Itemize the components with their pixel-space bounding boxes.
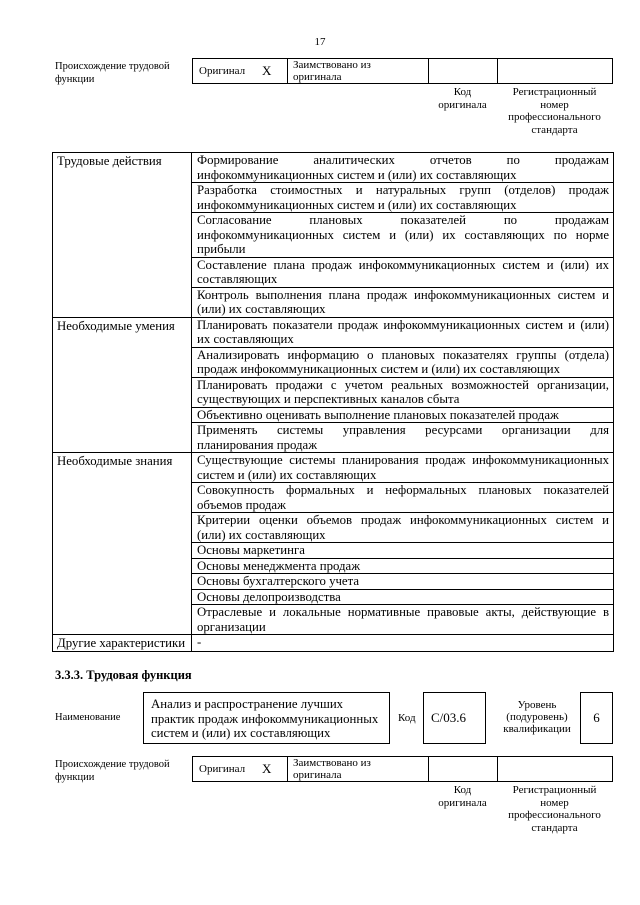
item-cell [192, 543, 614, 559]
item-line: Отраслевые и локальные нормативные правовые акты, действующие в [197, 605, 609, 619]
code-value: C/03.6 [431, 710, 467, 725]
item-line: Объективно оценивать выполнение плановых показателей продаж [197, 407, 559, 422]
table-row [53, 453, 614, 483]
item-cell [192, 377, 614, 407]
origin-row [192, 756, 613, 782]
name-label: Наименование [55, 712, 121, 723]
group-label: Трудовые действия [53, 153, 192, 318]
table-row [53, 635, 614, 652]
item-line: объемов продаж [197, 497, 286, 512]
item-cell [192, 257, 614, 287]
item-cell [192, 635, 614, 652]
qualification-level-label-text: Уровень (подуровень) квалификации [503, 699, 571, 735]
item-line: существующих и перспективных каналов сбыта [197, 392, 460, 406]
qualification-level-value: 6 [593, 710, 600, 725]
item-line: Критерии оценки объемов продаж инфокоммуникационных систем и [197, 513, 609, 527]
item-cell [192, 287, 614, 317]
group-label: Другие характеристики [53, 635, 192, 652]
item-line: Планировать продажи с учетом реальных возможностей организации, [197, 377, 609, 392]
item-cell [192, 213, 614, 258]
item-cell [192, 558, 614, 574]
item-cell [192, 483, 614, 513]
original-mark: X [262, 761, 272, 776]
item-cell [192, 183, 614, 213]
item-line: (или) их составляющих [197, 527, 326, 542]
original-code-cell [429, 58, 498, 84]
registration-number-caption [497, 86, 612, 136]
item-line: инфокоммуникационных систем и (или) их составляющих по норме [197, 227, 609, 242]
original-code-caption-text: Код оригинала [438, 784, 487, 809]
item-cell [192, 317, 614, 347]
item-cell [192, 453, 614, 483]
item-line: Формирование аналитических отчетов по продажам [197, 153, 609, 167]
group-label: Необходимые умения [53, 317, 192, 453]
origin-label: Происхождение трудовой функции [55, 759, 170, 783]
original-cell [192, 58, 288, 84]
original-code-caption [428, 86, 497, 111]
item-line: организации [197, 619, 266, 634]
item-line: планирования продаж [197, 437, 318, 452]
origin-label: Происхождение трудовой функции [55, 61, 170, 85]
item-cell [192, 153, 614, 183]
registration-number-cell [498, 58, 613, 84]
code-box [423, 692, 486, 744]
original-label: Оригинал [199, 763, 246, 775]
original-code-caption-text: Код оригинала [438, 86, 487, 111]
item-line: (или) их составляющих [197, 302, 326, 316]
item-line: Анализировать информацию о плановых показателях группы (отдела) [197, 347, 609, 362]
borrowed-cell [288, 756, 429, 782]
item-line: Составление плана продаж инфокоммуникационных систем и (или) их [197, 257, 609, 272]
registration-number-caption-text: Регистрационный номер профессионального стандарта [508, 784, 601, 834]
item-line: - [197, 635, 202, 649]
item-cell [192, 574, 614, 590]
item-line: их составляющих [197, 332, 294, 346]
original-mark: X [262, 63, 272, 78]
function-origin-block [0, 58, 640, 138]
item-cell [192, 605, 614, 635]
original-cell [192, 756, 288, 782]
item-cell [192, 513, 614, 543]
item-line: Основы делопроизводства [197, 589, 341, 604]
original-label: Оригинал [199, 65, 246, 77]
function-origin-block [0, 756, 640, 836]
item-line: прибыли [197, 242, 246, 256]
item-line: Согласование плановых показателей по продажам [197, 213, 609, 227]
item-line: Основы бухгалтерского учета [197, 574, 360, 588]
borrowed-cell [288, 58, 429, 84]
function-details-table [52, 152, 614, 652]
origin-row [192, 58, 613, 84]
item-line: Основы маркетинга [197, 543, 305, 557]
code-label: Код [398, 712, 416, 724]
table-row [53, 317, 614, 347]
item-line: инфокоммуникационных систем и (или) их составляющих [197, 197, 517, 212]
item-line: Контроль выполнения плана продаж инфокоммуникационных систем и [197, 287, 609, 302]
item-cell [192, 407, 614, 423]
original-code-caption [428, 784, 497, 809]
qualification-level-label [497, 699, 577, 735]
borrowed-label: Заимствовано из оригинала [293, 757, 371, 781]
item-line: Планировать показатели продаж инфокоммуникационных систем и (или) [197, 317, 609, 332]
registration-number-cell [498, 756, 613, 782]
item-line: Основы менеджмента продаж [197, 558, 361, 573]
function-name-box [143, 692, 390, 744]
item-line: Разработка стоимостных и натуральных групп (отделов) продаж [197, 183, 609, 197]
item-cell [192, 589, 614, 605]
function-name-line: практик продаж инфокоммуникационных [151, 711, 379, 726]
registration-number-caption-text: Регистрационный номер профессионального стандарта [508, 86, 601, 136]
item-line: систем и (или) их составляющих [197, 467, 377, 482]
item-line: Совокупность формальных и неформальных плановых показателей [197, 483, 609, 497]
item-line: Существующие системы планирования продаж инфокоммуникационных [197, 453, 609, 467]
function-details-body [53, 153, 614, 652]
item-cell [192, 423, 614, 453]
qualification-level-box [580, 692, 613, 744]
item-line: составляющих [197, 272, 278, 286]
registration-number-caption [497, 784, 612, 834]
borrowed-label: Заимствовано из оригинала [293, 59, 371, 83]
item-line: Применять системы управления ресурсами организации для [197, 423, 609, 437]
original-code-cell [429, 756, 498, 782]
item-cell [192, 347, 614, 377]
function-name-line: Анализ и распространение лучших [151, 697, 344, 711]
table-row [53, 153, 614, 183]
group-label: Необходимые знания [53, 453, 192, 635]
section-heading: 3.3.3. Трудовая функция [55, 668, 192, 682]
item-line: инфокоммуникационных систем и (или) их составляющих [197, 167, 517, 182]
item-line: продаж инфокоммуникационных систем и (или) их составляющих [197, 362, 560, 376]
function-name-line: систем и (или) их составляющих [151, 726, 331, 740]
page-number: 17 [314, 36, 326, 48]
